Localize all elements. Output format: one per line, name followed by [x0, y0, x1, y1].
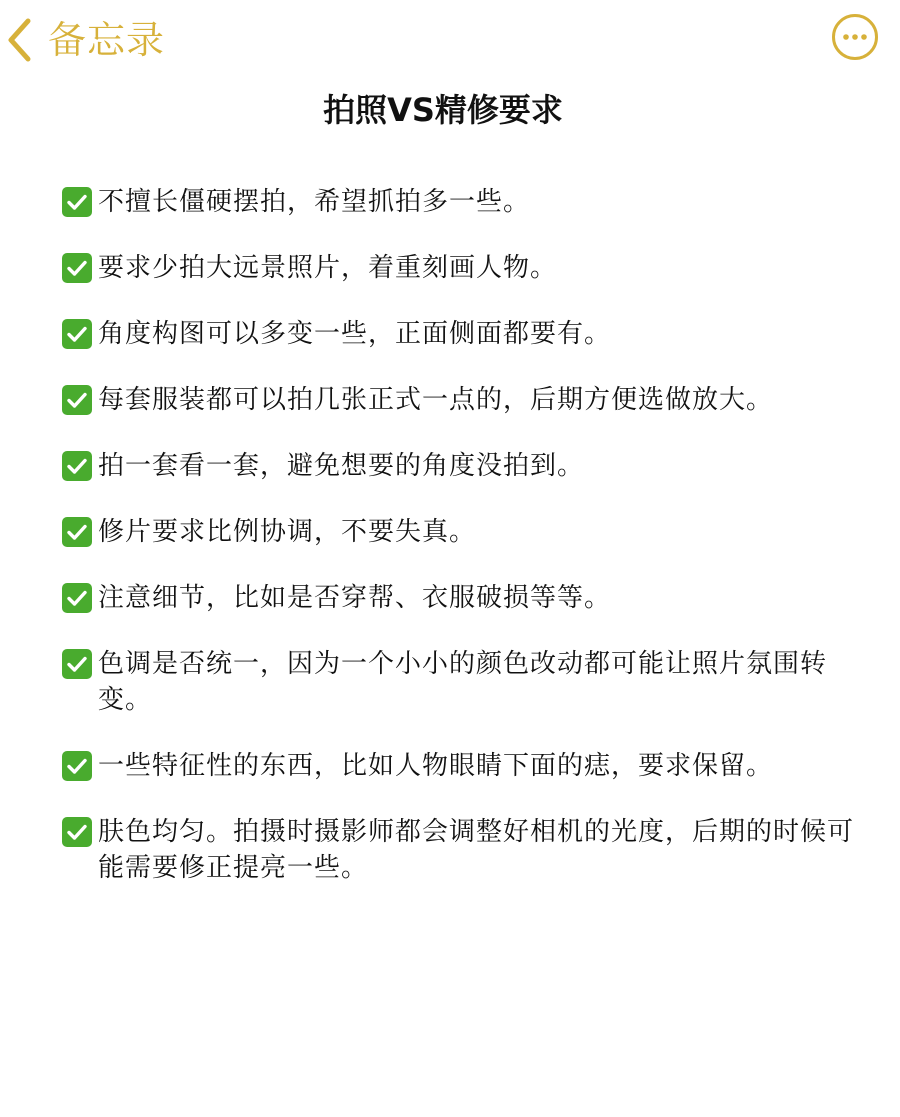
check-icon	[62, 583, 92, 613]
check-icon	[62, 385, 92, 415]
list-item	[62, 250, 862, 286]
list-item-text: 修片要求比例协调，不要失真。	[98, 517, 477, 547]
chevron-left-icon	[4, 17, 34, 63]
list-item-text: 色调是否统一，因为一个小小的颜色改动都可能让照片氛围转变。	[98, 649, 828, 715]
nav-bar	[0, 0, 900, 80]
list-item-text: 角度构图可以多变一些，正面侧面都要有。	[98, 319, 612, 349]
more-button[interactable]	[832, 14, 878, 60]
list-item	[62, 514, 862, 550]
list-item-text: 拍一套看一套，避免想要的角度没拍到。	[98, 451, 585, 481]
list-item	[62, 646, 862, 718]
list-item	[62, 382, 862, 418]
list-item-text: 每套服装都可以拍几张正式一点的，后期方便选做放大。	[98, 385, 774, 415]
back-button[interactable]	[4, 12, 165, 68]
list-item	[62, 748, 862, 784]
check-icon	[62, 451, 92, 481]
check-icon	[62, 751, 92, 781]
check-icon	[62, 649, 92, 679]
list-item-text: 注意细节，比如是否穿帮、衣服破损等等。	[98, 583, 612, 613]
back-label: 备忘录	[48, 18, 166, 62]
check-icon	[62, 253, 92, 283]
list-item	[62, 184, 862, 220]
list-item-text: 一些特征性的东西，比如人物眼睛下面的痣，要求保留。	[98, 751, 774, 781]
check-icon	[62, 517, 92, 547]
list-item-text: 要求少拍大远景照片，着重刻画人物。	[98, 253, 558, 283]
list-item	[62, 580, 862, 616]
note-title: 拍照VS精修要求	[323, 91, 563, 129]
check-icon	[62, 319, 92, 349]
list-item-text: 不擅长僵硬摆拍，希望抓拍多一些。	[98, 187, 531, 217]
more-horizontal-icon	[835, 17, 875, 57]
list-item	[62, 316, 862, 352]
list-item	[62, 448, 862, 484]
list-item	[62, 814, 862, 886]
check-icon	[62, 817, 92, 847]
check-icon	[62, 187, 92, 217]
note-list	[62, 184, 862, 916]
list-item-text: 肤色均匀。拍摄时摄影师都会调整好相机的光度，后期的时候可能需要修正提亮一些。	[98, 817, 855, 883]
